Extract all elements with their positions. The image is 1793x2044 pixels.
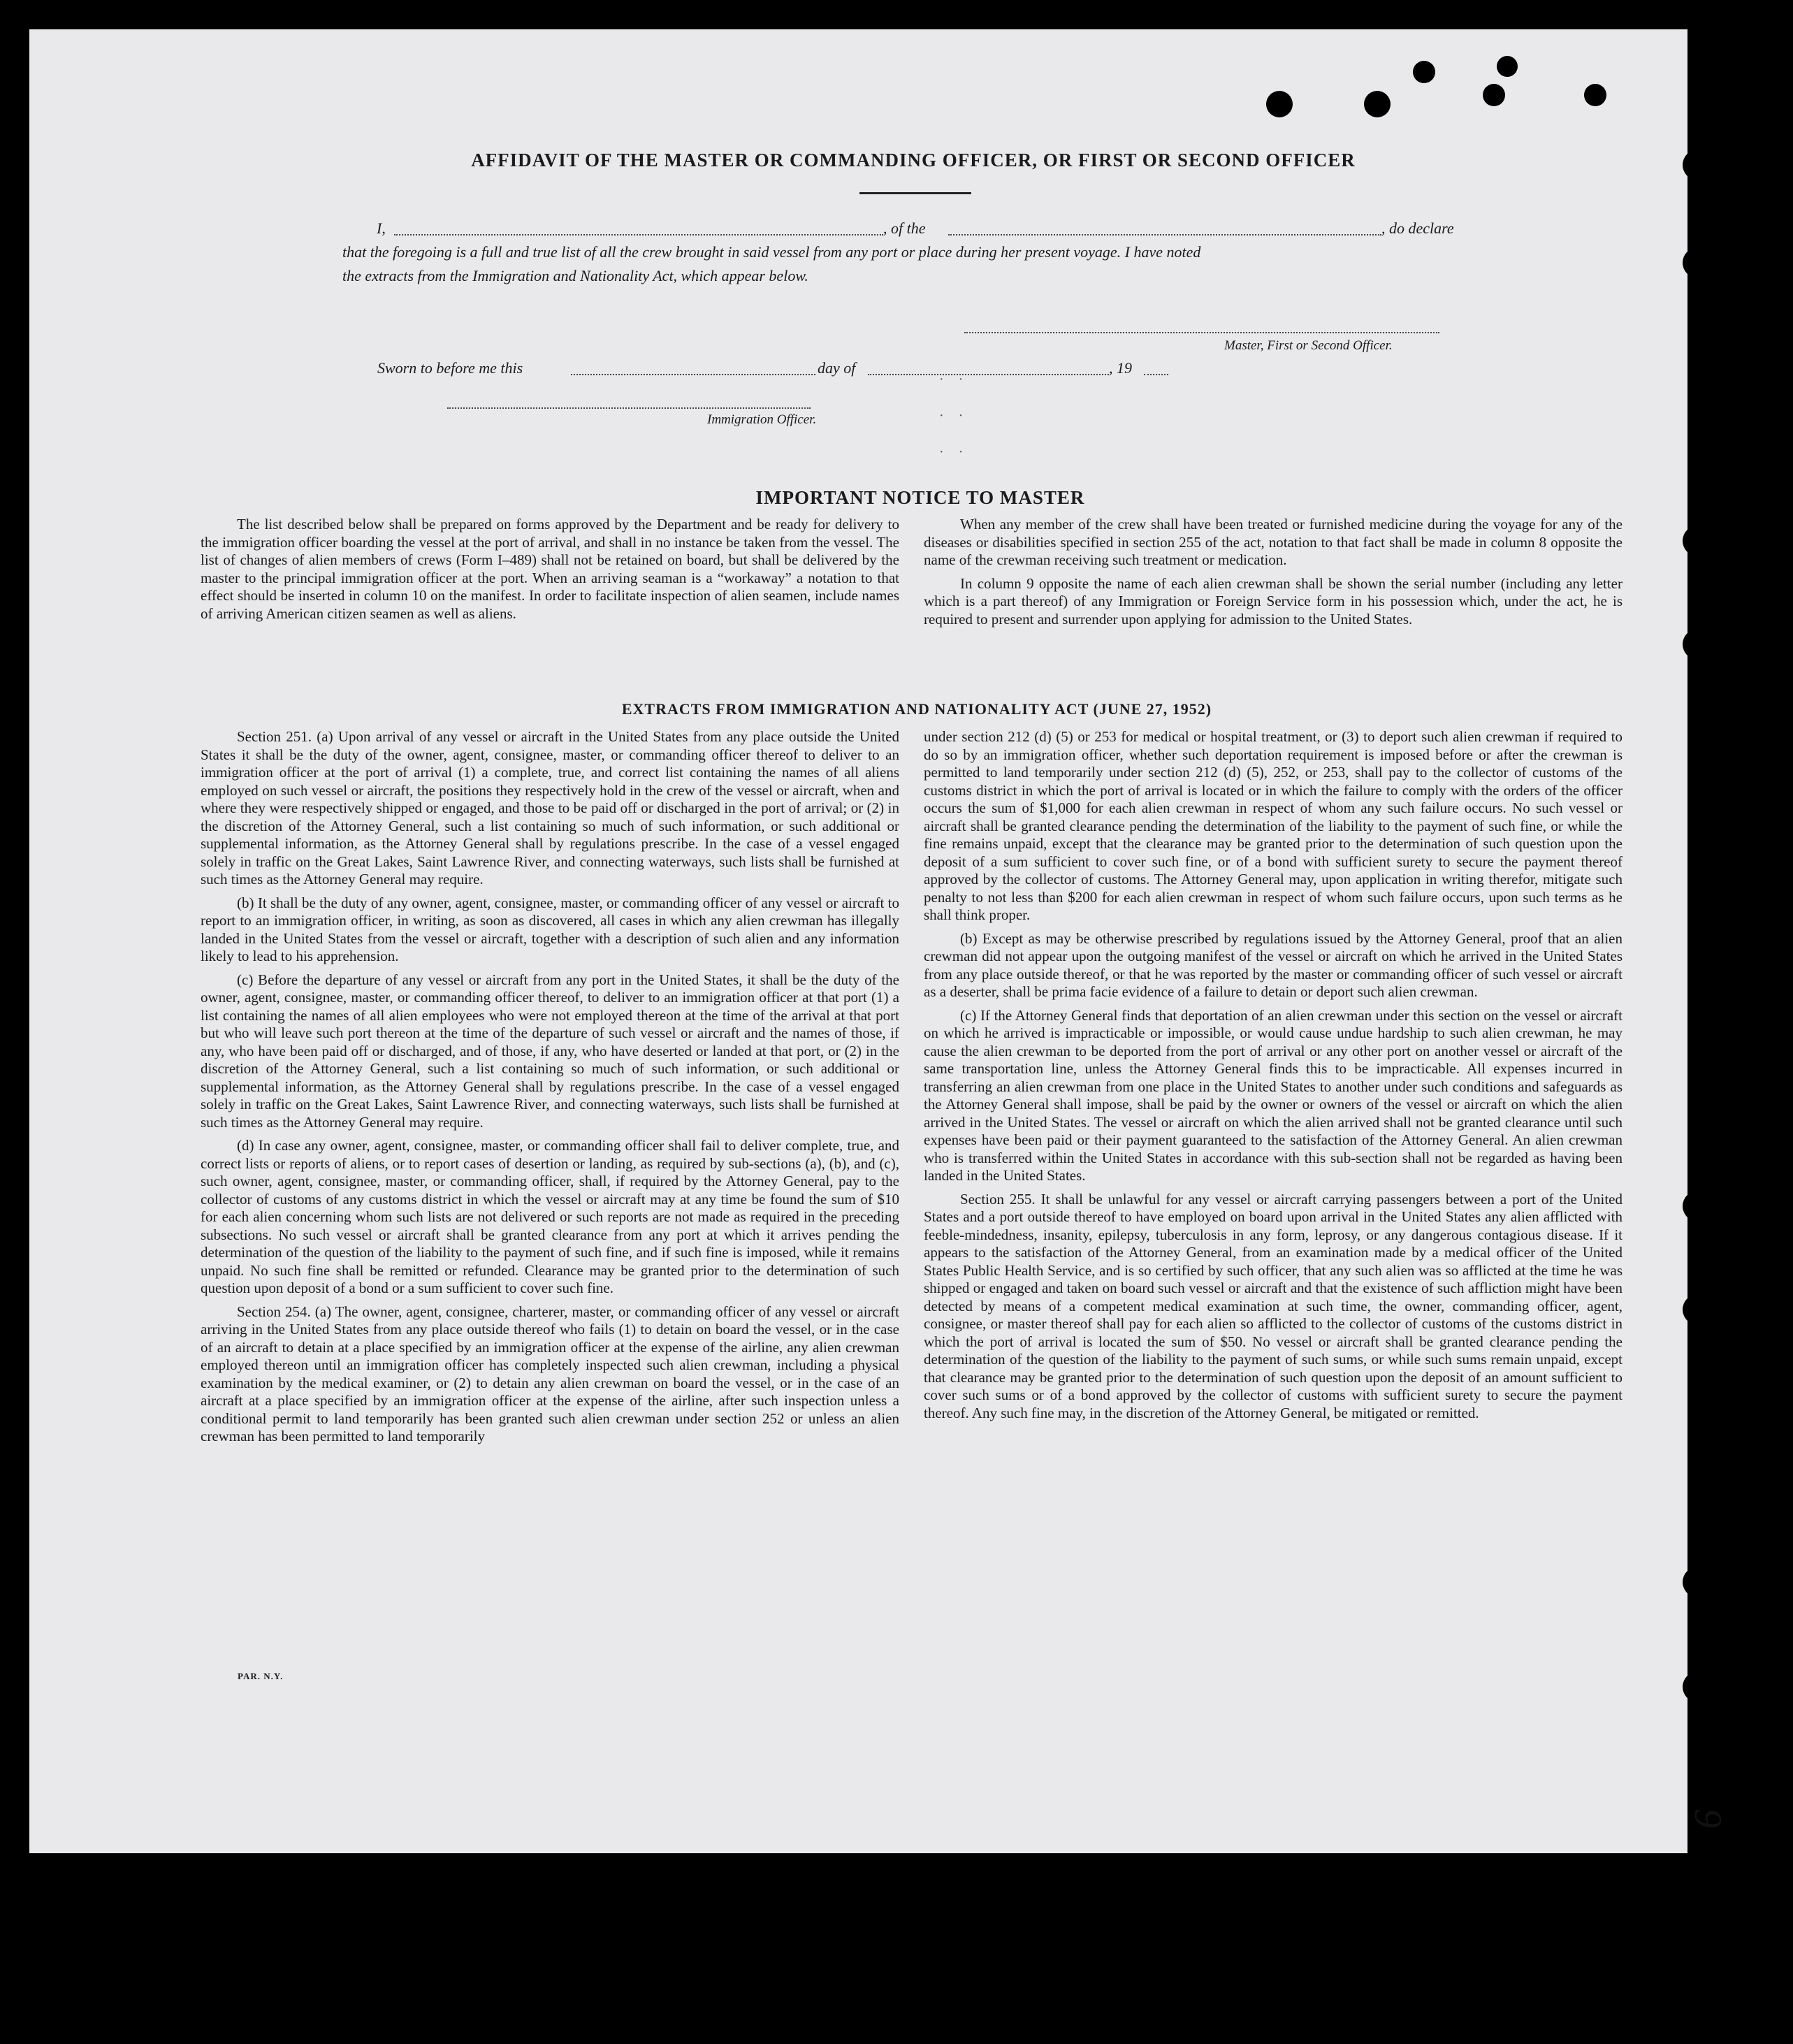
- document-page: [29, 29, 1687, 1853]
- punch-hole: [1497, 56, 1518, 77]
- section-254-b: (b) Except as may be otherwise prescribed by regulations issued by the Attorney General, proof that an alien crewman did not appear upon the outgoing manifest of the vessel or aircraft on which he arrived in the United States from any place outside thereof, or that he was reported by the master or commanding officer of such vessel or aircraft as a deserter, shall be prima facie evidence of a failure to detain or deport such alien crewman.: [924, 929, 1623, 1000]
- declare-end-label: , do declare: [1381, 219, 1454, 237]
- notice-title: IMPORTANT NOTICE TO MASTER: [755, 487, 1085, 508]
- notice-left-column: [201, 516, 899, 628]
- notice-right-paragraph-2: In column 9 opposite the name of each alien crewman shall be shown the serial number (including any letter which is a part thereof) of any Immigration or Foreign Service form in his possession which, under the act, he is required to present and surrender upon applying for admission to the United States.: [924, 574, 1623, 628]
- punch-hole: [1584, 84, 1606, 106]
- immigration-officer-signature-field[interactable]: [447, 407, 811, 409]
- master-signature-caption: Master, First or Second Officer.: [1224, 338, 1393, 353]
- center-marks: · ·: [939, 408, 969, 423]
- section-251-d: (d) In case any owner, agent, consignee, master, or commanding officer shall fail to deliver complete, true, and correct lists or reports of aliens, or to report cases of desertion or landing, as required by sub-sections (a), (b), and (c), such owner, agent, consignee, master, or commanding officer, shall, if required by the Attorney General, pay to the collector of customs of any customs district in which the vessel or aircraft may at any time be found the sum of $10 for each alien concerning whom such lists are not delivered or such reports are not made as required in the preceding subsections. No such vessel or aircraft shall be granted clearance from any port at which it arrives pending the determination of the question of the liability to the payment of such fine, and if such fine is imposed, while it remains unpaid. No such fine shall be remitted or refunded. Clearance may be granted prior to the determination of such question upon deposit of a bond or a sum sufficient to cover such fine.: [201, 1137, 899, 1296]
- page-number: 9: [1686, 1809, 1729, 1828]
- printer-mark: PAR. N.Y.: [238, 1671, 284, 1681]
- section-255: Section 255. It shall be unlawful for any vessel or aircraft carrying passengers between a port of the United States and a port outside thereof to have employed on board upon arrival in the United States any alien afflicted with feeble-mindedness, insanity, epilepsy, tuberculosis in any form, leprosy, or any dangerous contagious disease. If it appears to the satisfaction of the Attorney General, from an examination made by a medical officer of the United States Public Health Service, and is so certified by such officer, that any such alien was so afflicted at the time he was shipped or engaged and taken on board such vessel or aircraft and that the existence of such affliction might have been detected by means of a competent medical examination at such time, the owner, commanding officer, agent, consignee, or master thereof shall pay for each alien so afflicted to the collector of customs of the customs district in which the port of arrival is located the sum of $50. No vessel or aircraft shall be granted clearance pending the determination of the question of the liability to the payment of such sums, or while such sums remain unpaid, except that clearance may be granted prior to the determination of such question upon the deposit of an amount sufficient to cover such sums or of a bond approved by the collector of customs with sufficient surety to secure the payment thereof. Any such fine may, in the discretion of the Attorney General, be mitigated or remitted.: [924, 1190, 1623, 1421]
- punch-hole: [1683, 1294, 1713, 1325]
- punch-hole: [1683, 629, 1713, 660]
- punch-hole: [1683, 247, 1713, 278]
- center-marks: · ·: [939, 372, 969, 387]
- punch-hole: [1683, 150, 1713, 180]
- section-251-a: Section 251. (a) Upon arrival of any vessel or aircraft in the United States from any place outside the United States it shall be the duty of the owner, agent, consignee, master, or commanding officer thereof to deliver to an immigration officer at the port of arrival (1) a complete, true, and correct list containing the names of all aliens employed on such vessel or aircraft, the positions they respectively hold in the crew of the vessel or aircraft, when and where they were respectively shipped or engaged, and those to be paid off or discharged in the port of arrival; or (2) in the discretion of the Attorney General, such a list containing so much of such information, or such additional or supplemental information, as the Attorney General shall by regulations prescribe. In the case of a vessel engaged solely in traffic on the Great Lakes, Saint Lawrence River, and connecting waterways, such lists shall be furnished at such times as the Attorney General may require.: [201, 728, 899, 887]
- notice-left-paragraph: The list described below shall be prepared on forms approved by the Department and be ready for delivery to the immigration officer boarding the vessel at the port of arrival, and shall in no instance be taken from the vessel. The list of changes of alien members of crews (Form I–489) shall not be retained on board, but shall be delivered by the master to the principal immigration officer at the port. When an arriving seaman is a “workaway” a notation to that effect should be inserted in column 10 on the manifest. In order to facilitate inspection of alien seamen, include names of arriving American citizen seamen as well as aliens.: [201, 516, 899, 622]
- day-of-label: day of: [818, 359, 856, 377]
- extracts-title: EXTRACTS FROM IMMIGRATION AND NATIONALITY ACT (JUNE 27, 1952): [621, 700, 1212, 718]
- sworn-before-label: Sworn to before me this: [377, 359, 523, 377]
- punch-hole: [1683, 1672, 1713, 1702]
- section-254-a-continued: under section 212 (d) (5) or 253 for medical or hospital treatment, or (3) to deport such alien crewman if required to do so by an immigration officer, whether such deportation requirement is imposed before or after the crewman is permitted to land temporarily under section 212 (d) (5), 252, or 253, shall pay to the collector of customs of the customs district in which the port of arrival is located or in which the failure to comply with the orders of the officer occurs the sum of $1,000 for each alien crewman in respect of whom any such failure occurs. No such vessel or aircraft shall be granted clearance pending the determination of the liability to the payment of such fine, or while the fine remains unpaid, except that the clearance may be granted prior to the determination of such question upon the deposit of a sum sufficient to cover such fine, or of a bond with sufficient surety to secure the payment thereof approved by the collector of customs. The Attorney General may, upon application in writing therefor, mitigate such penalty to not less than $200 for each alien crewman in respect of whom such failure occurs, upon such terms as he shall think proper.: [924, 728, 1623, 923]
- punch-hole: [1266, 91, 1293, 117]
- punch-hole: [1683, 526, 1713, 556]
- extracts-left-column: [201, 728, 899, 1451]
- punch-hole: [1364, 91, 1391, 117]
- declare-i-label: I,: [377, 219, 386, 237]
- punch-hole: [1683, 1191, 1713, 1222]
- section-254-c: (c) If the Attorney General finds that deportation of an alien crewman under this section on the vessel or aircraft on which he arrived is impracticable or impossible, or would cause undue hardship to such alien crewman, he may cause the alien crewman to be deported from the port of arrival or any other port on another vessel or aircraft of the same transportation line, unless the Attorney General finds this to be impracticable. All expenses incurred in transferring an alien crewman from one place in the United States to another under such conditions and safeguards as the Attorney General shall impose, shall be paid by the owner or owners of the vessel or aircraft on which the alien arrived in the United States. The vessel or aircraft on which the alien arrived shall not be granted clearance until such expenses have been paid or their payment guaranteed to the satisfaction of the Attorney General. An alien crewman who is transferred within the United States in accordance with this sub-section shall not be regarded as having been landed in the United States.: [924, 1006, 1623, 1184]
- vessel-name-field[interactable]: [948, 234, 1381, 235]
- affidavit-statement-line-1: that the foregoing is a full and true list of all the crew brought in said vessel from any port or place during her present voyage. I have noted: [342, 243, 1201, 261]
- immigration-officer-caption: Immigration Officer.: [707, 412, 817, 427]
- master-signature-field[interactable]: [964, 332, 1439, 333]
- sworn-month-field[interactable]: [868, 374, 1109, 375]
- notice-right-column: [924, 516, 1623, 634]
- center-marks: · ·: [939, 444, 969, 460]
- declare-of-the-label: , of the: [883, 219, 926, 237]
- sworn-day-field[interactable]: [571, 374, 815, 375]
- affidavit-title: AFFIDAVIT OF THE MASTER OR COMMANDING OFFICER, OR FIRST OR SECOND OFFICER: [471, 150, 1356, 171]
- title-rule: [859, 192, 971, 194]
- declarant-name-field[interactable]: [394, 234, 883, 235]
- punch-hole: [1483, 84, 1505, 106]
- section-251-b: (b) It shall be the duty of any owner, agent, consignee, master, or commanding officer of any vessel or aircraft to report to an immigration officer, in writing, as soon as discovered, all cases in which any alien crewman has illegally landed in the United States from the vessel or aircraft, together with a description of such alien and any information likely to lead to his apprehension.: [201, 894, 899, 964]
- section-251-c: (c) Before the departure of any vessel or aircraft from any port in the United States, it shall be the duty of the owner, agent, consignee, master, or commanding officer thereof, to deliver to an immigration officer at that port (1) a list containing the names of all alien employees who were not employed thereon at the time of the arrival at that port but who will leave such port thereon at the time of the departure of such vessel or aircraft and the names of those, if any, who have been paid off or discharged, and of those, if any, who have deserted or landed at that port, or (2) in the discretion of the Attorney General, such a list containing so much of such information, or such additional or supplemental information, as the Attorney General shall by regulations prescribe. In the case of a vessel engaged solely in traffic on the Great Lakes, Saint Lawrence River, and connecting waterways, such lists shall be furnished at such times as the Attorney General may require.: [201, 971, 899, 1131]
- section-254-a: Section 254. (a) The owner, agent, consignee, charterer, master, or commanding officer of any vessel or aircraft arriving in the United States from any place outside thereof who fails (1) to detain on board the vessel, or in the case of an aircraft to detain at a place specified by an immigration officer at the expense of the airline, any alien crewman employed thereon until an immigration officer has completely inspected such alien crewman, including a physical examination by the medical examiner, or (2) to detain any alien crewman on board the vessel, or in the case of an aircraft at a place specified by an immigration officer at the expense of the airline, after such inspection unless a conditional permit to land temporarily has been granted such alien crewman under section 252 or unless an alien crewman has been permitted to land temporarily: [201, 1303, 899, 1444]
- year-prefix-label: , 19: [1109, 359, 1132, 377]
- notice-right-paragraph-1: When any member of the crew shall have been treated or furnished medicine during the voyage for any of the diseases or disabilities specified in section 255 of the act, notation to that fact shall be made in column 8 opposite the name of the crewman receiving such treatment or medication.: [924, 516, 1623, 568]
- affidavit-statement-line-2: the extracts from the Immigration and Nationality Act, which appear below.: [342, 267, 808, 284]
- sworn-year-field[interactable]: [1144, 374, 1168, 375]
- extracts-right-column: [924, 728, 1623, 1428]
- punch-hole: [1413, 61, 1435, 83]
- punch-hole: [1683, 1567, 1713, 1597]
